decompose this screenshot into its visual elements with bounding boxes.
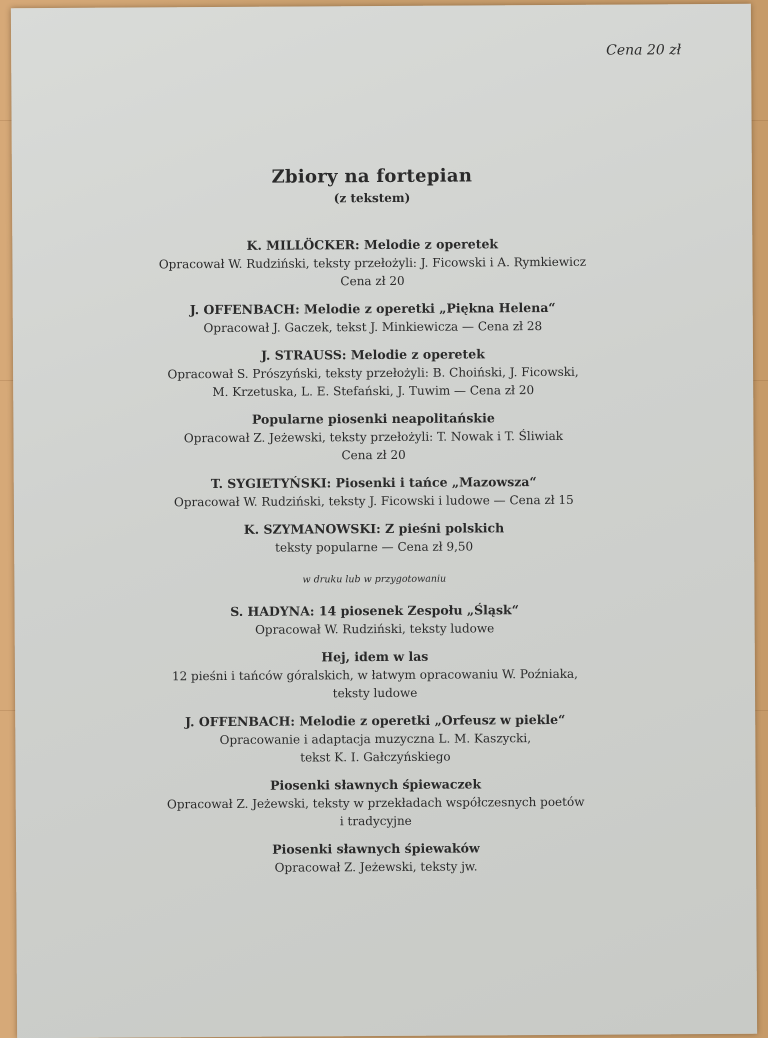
published-list	[32, 233, 714, 558]
entry-title: J. OFFENBACH: Melodie z operetki „Orfeusz w piekle“	[185, 711, 566, 730]
price-label: Cena 20 zł	[606, 42, 682, 59]
entry-line: Cena zł 20	[340, 273, 405, 289]
catalog-page	[11, 4, 757, 1038]
entry-line: i tradycyjne	[339, 813, 412, 829]
entry-title: Piosenki sławnych śpiewaczek	[270, 776, 482, 793]
entry-line: teksty popularne — Cena zł 9,50	[275, 539, 474, 555]
list-item	[34, 517, 714, 558]
entry-line: Opracował Z. Jeżewski, teksty w przekładach współczesnych poetów	[166, 794, 585, 812]
entry-line: Opracował Z. Jeżewski, teksty przełożyli: T. Nowak i T. Śliwiak	[183, 428, 564, 446]
entry-title: Popularne piosenki neapolitańskie	[251, 410, 495, 427]
entry-line: M. Krzetuska, L. E. Stefański, J. Tuwim — Cena zł 20	[212, 383, 535, 400]
entry-title: Piosenki sławnych śpiewaków	[272, 840, 480, 857]
entry-title: K. MILLÖCKER: Melodie z operetek	[246, 236, 499, 253]
entry-line: Opracował W. Rudziński, teksty J. Ficowski i ludowe — Cena zł 15	[173, 492, 574, 510]
entry-line: Opracował W. Rudziński, teksty przełożyli: J. Ficowski i A. Rymkiewicz	[158, 254, 587, 272]
entry-title: K. SZYMANOWSKI: Z pieśni polskich	[243, 520, 505, 537]
in-preparation-note: w druku lub w przygotowaniu	[302, 573, 447, 586]
list-item	[33, 343, 713, 402]
list-item	[36, 773, 716, 832]
entry-title: J. STRAUSS: Melodie z operetek	[261, 346, 485, 363]
entry-line: Opracowanie i adaptacja muzyczna L. M. Kaszycki,	[219, 731, 532, 748]
list-item	[32, 233, 712, 292]
entry-title: S. HADYNA: 14 piosenek Zespołu „Śląsk“	[230, 602, 519, 619]
page-title: Zbiory na fortepian	[271, 165, 473, 188]
list-item	[33, 297, 713, 338]
list-item	[34, 599, 714, 640]
upcoming-list	[34, 599, 716, 878]
list-item	[35, 645, 715, 704]
list-item	[34, 471, 714, 512]
list-item	[36, 837, 716, 878]
entry-title: Hej, idem w las	[321, 648, 429, 665]
entry-line: tekst K. I. Gałczyńskiego	[300, 749, 451, 765]
entry-line: Opracował J. Gaczek, tekst J. Minkiewicza — Cena zł 28	[203, 319, 543, 336]
entry-line: Opracował W. Rudziński, teksty ludowe	[255, 621, 495, 637]
list-item	[33, 407, 713, 466]
list-item	[35, 709, 715, 768]
entry-line: Cena zł 20	[341, 447, 406, 463]
entry-line: Opracował S. Prószyński, teksty przełożyli: B. Choiński, J. Ficowski,	[167, 364, 579, 382]
page-subtitle: (z tekstem)	[333, 190, 411, 206]
entry-title: T. SYGIETYŃSKI: Piosenki i tańce „Mazowsza“	[210, 474, 537, 492]
entry-line: Opracował Z. Jeżewski, teksty jw.	[274, 859, 478, 875]
entry-line: teksty ludowe	[332, 685, 418, 701]
entry-line: 12 pieśni i tańców góralskich, w łatwym opracowaniu W. Poźniaka,	[171, 666, 579, 684]
page-content	[32, 164, 716, 887]
entry-title: J. OFFENBACH: Melodie z operetki „Piękna Helena“	[189, 299, 556, 318]
